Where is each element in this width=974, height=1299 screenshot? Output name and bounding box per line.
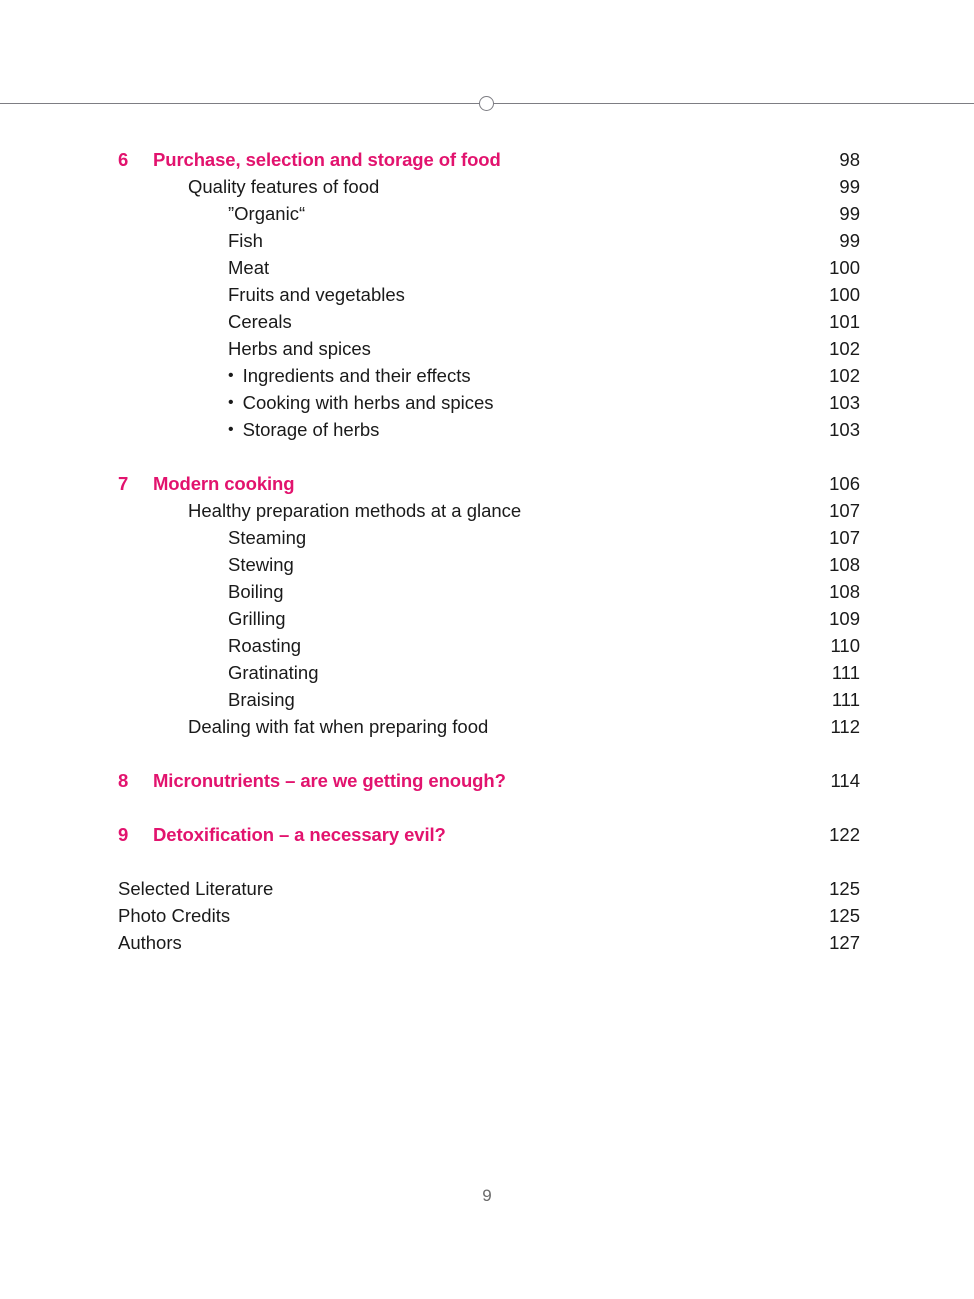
toc-group-chapter-8: [118, 767, 860, 794]
toc-entry-row[interactable]: [118, 524, 860, 551]
toc-chapter-row[interactable]: [118, 146, 860, 173]
toc-page-number: 99: [839, 176, 860, 197]
toc-entry-row[interactable]: [118, 389, 860, 416]
toc-entry-label: [153, 362, 790, 391]
toc-entry-label: Gratinating: [228, 662, 319, 683]
toc-page-number: 125: [829, 878, 860, 899]
toc-page-number: 112: [830, 716, 860, 737]
toc-entry-row[interactable]: [118, 497, 860, 524]
toc-entry-row[interactable]: [118, 632, 860, 659]
toc-entry-label: Braising: [228, 689, 295, 710]
toc-entry-label: Detoxification – a necessary evil?: [153, 824, 446, 845]
toc-chapter-number: 8: [118, 770, 129, 791]
toc-page-number: 103: [829, 419, 860, 440]
toc-entry-label: Meat: [228, 257, 270, 278]
toc-entry-row[interactable]: [118, 551, 860, 578]
toc-entry-row[interactable]: [118, 173, 860, 200]
toc-page-number: 111: [831, 689, 860, 710]
toc-page-number: 127: [829, 932, 860, 953]
toc-page-number: 102: [829, 365, 860, 386]
toc-group-back-matter: [118, 875, 860, 956]
toc-entry-label: Purchase, selection and storage of food: [153, 149, 501, 170]
toc-page-number: 103: [829, 392, 860, 413]
toc-group-chapter-9: [118, 821, 860, 848]
toc-entry-label: Boiling: [228, 581, 284, 602]
toc-chapter-number: 7: [118, 473, 129, 494]
toc-page-number: 98: [839, 149, 860, 170]
toc-chapter-row[interactable]: [118, 767, 860, 794]
toc-entry-row[interactable]: [118, 416, 860, 443]
toc-entry-row[interactable]: [118, 605, 860, 632]
toc-entry-label: [153, 389, 790, 418]
toc-entry-label: Quality features of food: [188, 176, 380, 197]
toc-page-number: 101: [829, 311, 860, 332]
toc-chapter-row[interactable]: [118, 821, 860, 848]
toc-group-chapter-7: [118, 470, 860, 740]
toc-page-number: 102: [829, 338, 860, 359]
toc-entry-row[interactable]: [118, 686, 860, 713]
bullet-icon: •: [228, 394, 234, 411]
toc-page-number: 100: [829, 284, 860, 305]
toc-entry-row[interactable]: [118, 335, 860, 362]
toc-entry-row[interactable]: [118, 902, 860, 929]
toc-page-number: 99: [839, 203, 860, 224]
toc-page-number: 111: [831, 662, 860, 683]
toc-entry-row[interactable]: [118, 227, 860, 254]
toc-page-number: 108: [829, 581, 860, 602]
bullet-icon: •: [228, 421, 234, 438]
toc-entry-text: Storage of herbs: [242, 419, 380, 440]
toc-entry-row[interactable]: [118, 200, 860, 227]
toc-entry-label: [153, 416, 790, 445]
toc-entry-label: Selected Literature: [118, 878, 274, 899]
toc-entry-label: Healthy preparation methods at a glance: [188, 500, 522, 521]
toc-page-number: 100: [829, 257, 860, 278]
toc-entry-label: Authors: [118, 932, 182, 953]
toc-entry-label: Roasting: [228, 635, 302, 656]
toc-entry-label: Micronutrients – are we getting enough?: [153, 770, 506, 791]
toc-page-number: 125: [829, 905, 860, 926]
toc-entry-label: Modern cooking: [153, 473, 295, 494]
toc-page-number: 107: [829, 527, 860, 548]
toc-entry-row[interactable]: [118, 281, 860, 308]
toc-entry-label: Dealing with fat when preparing food: [188, 716, 489, 737]
toc-page-number: 107: [829, 500, 860, 521]
toc-entry-row[interactable]: [118, 929, 860, 956]
toc-entry-row[interactable]: [118, 254, 860, 281]
toc-entry-label: Grilling: [228, 608, 286, 629]
toc-entry-label: Fish: [228, 230, 263, 251]
toc-page-number: 114: [830, 770, 860, 791]
toc-page-number: 122: [829, 824, 860, 845]
toc-entry-row[interactable]: [118, 578, 860, 605]
page-number: 9: [482, 1186, 492, 1205]
toc-entry-label: Stewing: [228, 554, 294, 575]
toc-chapter-row[interactable]: [118, 470, 860, 497]
toc-entry-row[interactable]: [118, 659, 860, 686]
toc-entry-text: Ingredients and their effects: [242, 365, 471, 386]
toc-group-chapter-6: [118, 146, 860, 443]
table-of-contents: [118, 146, 860, 956]
header-circle-icon: [479, 96, 494, 111]
toc-page-number: 106: [829, 473, 860, 494]
toc-entry-row[interactable]: [118, 362, 860, 389]
toc-page-number: 110: [830, 635, 860, 656]
toc-page-number: 109: [829, 608, 860, 629]
toc-page-number: 108: [829, 554, 860, 575]
toc-entry-label: ”Organic“: [228, 203, 306, 224]
toc-chapter-number: 6: [118, 149, 129, 170]
bullet-icon: •: [228, 367, 234, 384]
toc-entry-row[interactable]: [118, 713, 860, 740]
page-header-ornament: [0, 96, 974, 112]
toc-chapter-number: 9: [118, 824, 129, 845]
toc-entry-label: Steaming: [228, 527, 307, 548]
toc-entry-label: Cereals: [228, 311, 292, 332]
toc-entry-label: Fruits and vegetables: [228, 284, 405, 305]
toc-entry-text: Cooking with herbs and spices: [242, 392, 494, 413]
toc-entry-row[interactable]: [118, 875, 860, 902]
toc-entry-label: Herbs and spices: [228, 338, 371, 359]
toc-entry-label: Photo Credits: [118, 905, 231, 926]
toc-page-number: 99: [839, 230, 860, 251]
toc-entry-row[interactable]: [118, 308, 860, 335]
